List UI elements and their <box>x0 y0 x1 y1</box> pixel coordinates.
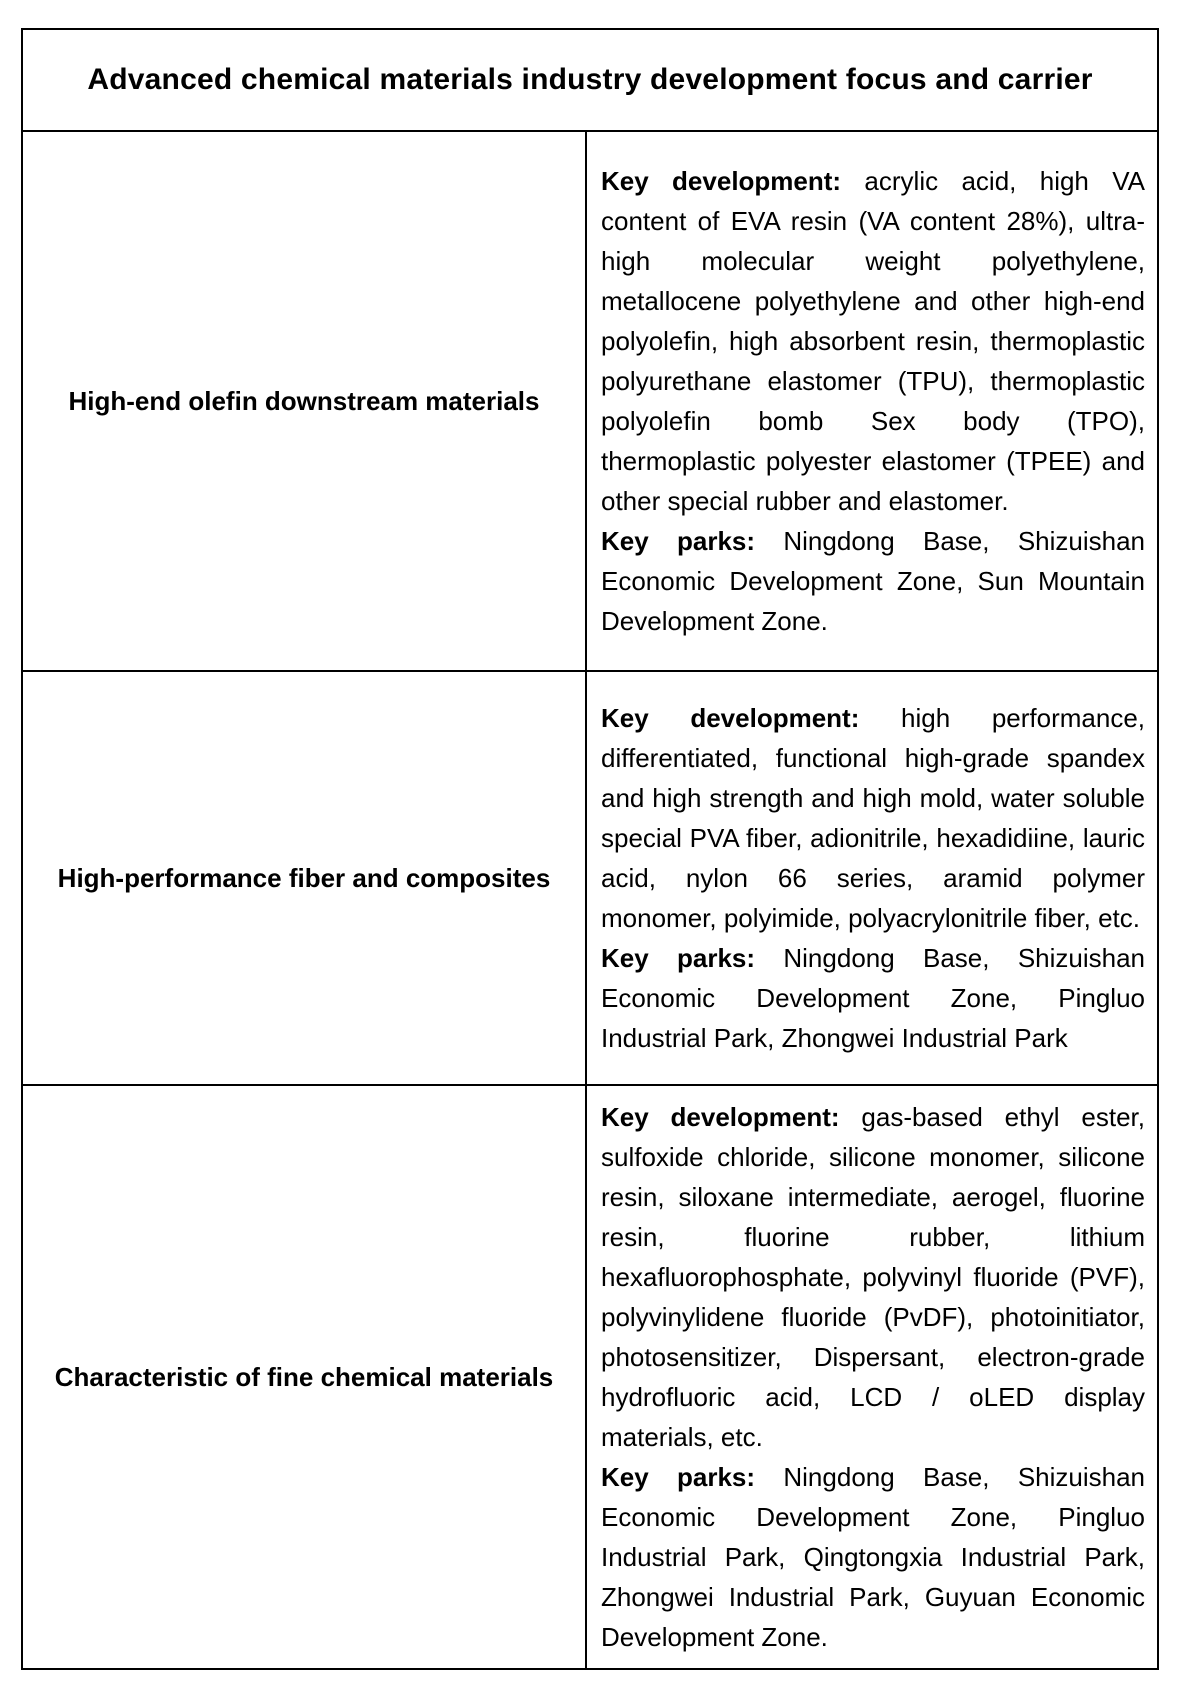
category-label-high-end-olefin: High-end olefin downstream materials <box>22 131 586 671</box>
key-development-text: high performance, differentiated, functional high-grade spandex and high strength and high mold, water soluble special PVA fiber, adionitrile, hexadidiine, lauric acid, nylon 66 series, aramid polymer monomer, polyimide, polyacrylonitrile fiber, etc. <box>601 703 1146 933</box>
key-parks-text: Ningdong Base, Shizuishan Economic Development Zone, Pingluo Industrial Park, Qingtongxia Industrial Park, Zhongwei Industrial Park, Guyuan Economic Development Zone. <box>601 1462 1146 1652</box>
details-cell <box>586 131 1158 671</box>
key-parks-paragraph <box>601 521 1145 641</box>
key-development-text: gas-based ethyl ester, sulfoxide chloride, silicone monomer, silicone resin, siloxane intermediate, aerogel, fluorine resin, fluorine rubber, lithium hexafluorophosphate, polyvinyl fluoride (PVF), polyvinylidene fluoride (PvDF), photoinitiator, photosensitizer, Dispersant, electron-grade hydrofluoric acid, LCD / oLED display materials, etc. <box>601 1102 1146 1452</box>
key-development-text: acrylic acid, high VA content of EVA resin (VA content 28%), ultra-high molecular weight polyethylene, metallocene polyethylene and other high-end polyolefin, high absorbent resin, thermoplastic polyurethane elastomer (TPU), thermoplastic polyolefin bomb Sex body (TPO), thermoplastic polyester elastomer (TPEE) and other special rubber and elastomer. <box>601 166 1146 516</box>
key-development-paragraph <box>601 161 1145 521</box>
key-parks-text: Ningdong Base, Shizuishan Economic Development Zone, Pingluo Industrial Park, Zhongwei Industrial Park <box>601 943 1146 1053</box>
key-parks-label: Key parks: <box>601 526 756 556</box>
key-development-label: Key development: <box>601 166 842 196</box>
table-row <box>22 1085 1158 1669</box>
key-parks-text: Ningdong Base, Shizuishan Economic Development Zone, Sun Mountain Development Zone. <box>601 526 1146 636</box>
key-development-label: Key development: <box>601 703 860 733</box>
table-title: Advanced chemical materials industry development focus and carrier <box>22 29 1158 131</box>
key-development-paragraph <box>601 1097 1145 1457</box>
details-cell <box>586 1085 1158 1669</box>
table-row <box>22 671 1158 1085</box>
category-label-high-performance-fiber: High-performance fiber and composites <box>22 671 586 1085</box>
details-cell <box>586 671 1158 1085</box>
key-development-label: Key development: <box>601 1102 840 1132</box>
development-focus-table <box>21 28 1159 1670</box>
key-parks-paragraph <box>601 1457 1145 1657</box>
key-parks-label: Key parks: <box>601 1462 756 1492</box>
title-row <box>22 29 1158 131</box>
category-label-fine-chemical-materials: Characteristic of fine chemical materials <box>22 1085 586 1669</box>
table-row <box>22 131 1158 671</box>
key-parks-label: Key parks: <box>601 943 756 973</box>
key-development-paragraph <box>601 698 1145 938</box>
key-parks-paragraph <box>601 938 1145 1058</box>
